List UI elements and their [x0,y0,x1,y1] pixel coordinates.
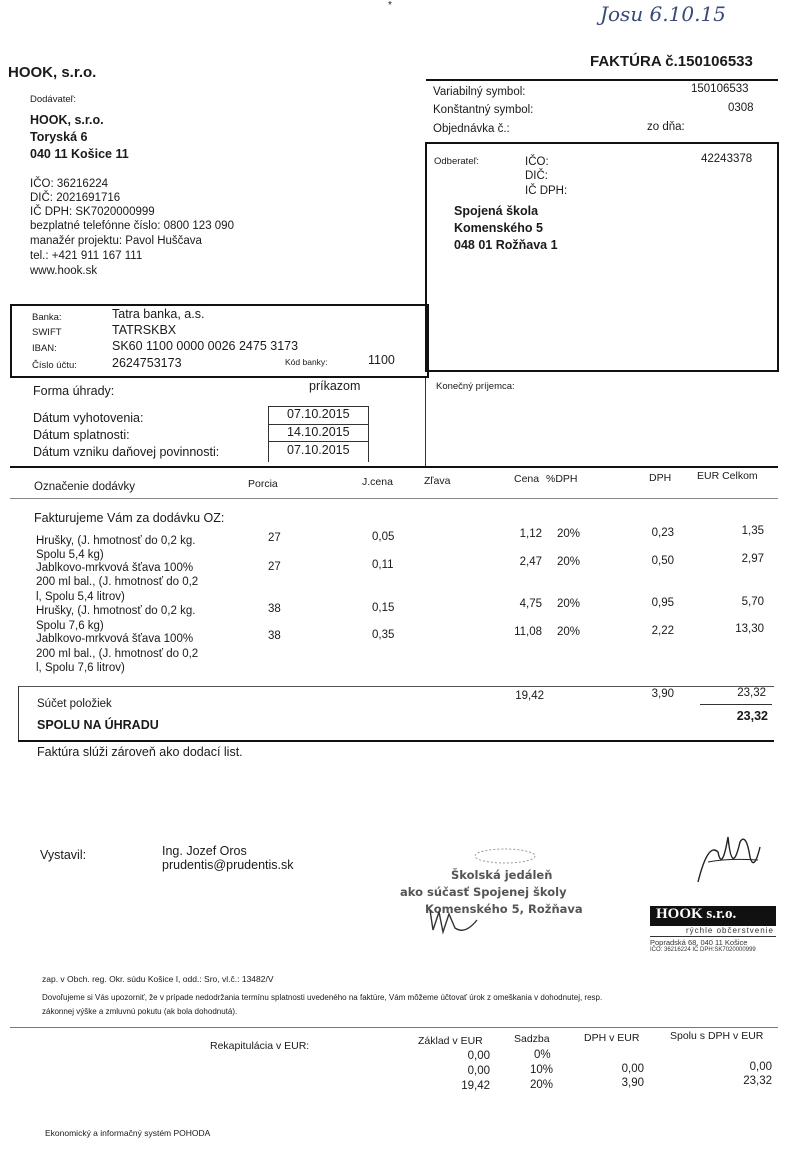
item-desc-line: 200 ml bal., (J. hmotnosť do 0,2 [36,576,199,588]
header-rule [426,79,778,81]
customer-ico-label: IČO: [525,156,549,168]
date-box-left [268,406,269,462]
customer-name: Spojená škola [454,204,539,218]
hook-address: Popradská 68, 040 11 Košice [650,938,748,947]
item-desc-line: l, Spolu 7,6 litrov) [36,662,125,674]
item-unit-price: 0,05 [372,531,395,543]
payment-form-label: Forma úhrady: [33,384,115,398]
table-top-rule [10,466,778,468]
item-price: 2,47 [519,556,542,568]
variable-symbol-label: Variabilný symbol: [433,86,526,98]
item-qty: 38 [268,603,281,615]
recap-vat: 3,90 [621,1077,644,1089]
item-price: 1,12 [519,528,542,540]
handwritten-note: Josu 6.10.15 [600,2,726,26]
recap-header-vat: DPH v EUR [584,1032,640,1044]
recap-header-total: Spolu s DPH v EUR [670,1030,764,1042]
item-unit-price: 0,35 [372,629,395,641]
stamp-line: ako súčasť Spojenej školy [400,885,567,899]
order-date-label: zo dňa: [647,121,685,133]
sum-price: 19,42 [515,690,544,702]
constant-symbol-label: Konštantný symbol: [433,104,534,116]
iban-value: SK60 1100 0000 0026 2475 3173 [112,339,299,353]
final-recipient-label: Konečný príjemca: [436,381,515,392]
item-price: 11,08 [514,626,542,638]
col-vatpct-header: %DPH [546,473,578,485]
supplier-manager: manažér projektu: Pavol Huščava [30,235,202,247]
hook-logo-text: HOOK s.r.o. [656,906,737,922]
sum-total-rule [700,704,772,705]
issuer-email: prudentis@prudentis.sk [162,858,294,872]
footer-rule [10,1027,778,1028]
bank-value: Tatra banka, a.s. [112,307,205,321]
item-desc-line: Jablkovo-mrkvová šťava 100% [36,562,194,574]
summary-top-rule [18,686,774,687]
item-vat-pct: 20% [557,626,581,638]
company-name-header: HOOK, s.r.o. [8,64,97,81]
supplier-icdph: IČ DPH: SK7020000999 [30,206,155,218]
item-qty: 38 [268,630,281,642]
items-intro: Fakturujeme Vám za dodávku OZ: [34,511,225,525]
col-vat-header: DPH [649,472,672,484]
sum-label: Súčet položiek [37,698,112,710]
scan-mark: * [388,0,392,11]
stamp-line: Komenského 5, Rožňava [425,902,583,916]
invoice-title: FAKTÚRA č.150106533 [590,53,753,70]
hook-ids: IČO: 36216224 IČ DPH:SK7020000999 [650,947,756,953]
issuer-name: Ing. Jozef Oros [162,844,247,858]
item-total: 13,30 [735,623,764,635]
item-qty: 27 [268,561,281,573]
recap-vat: 0,00 [621,1063,644,1075]
recap-rate: 10% [530,1064,554,1076]
item-vat-pct: 20% [557,528,581,540]
stamp-line: Školská jedáleň [451,868,553,882]
bank-code-value: 1100 [368,353,395,367]
signature-school-icon [425,900,485,940]
supplier-web: www.hook.sk [30,265,98,277]
payment-notice-line1: Dovoľujeme si Vás upozorniť, že v prípade nedodržania termínu splatnosti uvedeného na faktúre, Vám môžeme účtovať úrok z omeškania v dohodnutej, resp. [42,993,603,1002]
account-value: 2624753173 [112,356,182,370]
swift-label: SWIFT [32,327,62,338]
item-qty: 27 [268,532,281,544]
sum-total: 23,32 [737,687,766,699]
variable-symbol-value: 150106533 [691,83,749,95]
col-total-header: EUR Celkom [697,470,758,482]
swift-value: TATRSKBX [112,323,177,337]
customer-dic-label: DIČ: [525,170,548,182]
date-box-right [368,406,369,462]
item-unit-price: 0,15 [372,602,395,614]
issuer-label: Vystavil: [40,848,87,862]
item-vat-pct: 20% [557,598,581,610]
delivery-note: Faktúra slúži zároveň ako dodací list. [37,745,243,759]
item-vat: 0,23 [651,527,674,539]
item-desc-line: Spolu 5,4 kg) [36,549,104,561]
recap-base: 0,00 [467,1065,490,1077]
due-date-label: Dátum splatnosti: [33,428,130,442]
sum-vat: 3,90 [651,688,674,700]
order-label: Objednávka č.: [433,123,510,135]
bank-label: Banka: [32,312,62,323]
system-note: Ekonomický a informačný systém POHODA [45,1128,211,1138]
customer-city: 048 01 Rožňava 1 [454,238,558,252]
recap-label: Rekapitulácia v EUR: [210,1040,310,1052]
payment-form-value: príkazom [309,379,361,393]
supplier-city: 040 11 Košice 11 [30,147,129,161]
summary-bottom-rule [18,740,774,742]
tax-date-value: 07.10.2015 [287,443,350,457]
col-price-header: Cena [514,473,540,485]
item-desc-line: 200 ml bal., (J. hmotnosť do 0,2 [36,648,199,660]
customer-ico-value: 42243378 [701,153,753,165]
issue-date-value: 07.10.2015 [287,407,350,421]
item-vat: 2,22 [651,625,674,637]
col-desc-header: Označenie dodávky [34,481,136,493]
supplier-street: Toryská 6 [30,130,88,144]
item-desc-line: Spolu 7,6 kg) [36,620,104,632]
pay-total-value: 23,32 [736,709,768,723]
item-desc-line: Jablkovo-mrkvová šťava 100% [36,633,194,645]
customer-box [425,142,779,372]
item-vat: 0,95 [651,597,674,609]
recap-total: 23,32 [743,1075,772,1087]
supplier-name: HOOK, s.r.o. [30,113,104,127]
payment-notice-line2: zákonnej výške a zmluvnú pokutu (ak bola dohodnutá). [42,1007,238,1016]
recap-rate: 20% [530,1079,554,1091]
supplier-label: Dodávateľ: [30,94,77,105]
item-desc-line: Hrušky, (J. hmotnosť do 0,2 kg. [36,605,196,617]
supplier-tel: tel.: +421 911 167 111 [30,250,143,262]
header-bottom-rule [10,498,778,499]
item-vat-pct: 20% [557,556,581,568]
customer-street: Komenského 5 [454,221,543,235]
recipient-divider [425,378,426,466]
col-discount-header: Zľava [424,475,451,487]
summary-left-rule [18,686,19,742]
item-unit-price: 0,11 [372,559,394,571]
recap-base: 19,42 [461,1080,490,1092]
item-price: 4,75 [519,598,542,610]
recap-header-base: Základ v EUR [418,1035,483,1047]
recap-base: 0,00 [467,1050,490,1062]
supplier-dic: DIČ: 2021691716 [30,192,121,204]
iban-label: IBAN: [32,343,57,354]
customer-label: Odberateľ: [434,156,480,167]
item-total: 1,35 [741,525,764,537]
customer-icdph-label: IČ DPH: [525,185,568,197]
pay-total-label: SPOLU NA ÚHRADU [37,718,159,732]
recap-total: 0,00 [749,1061,772,1073]
hook-stamp-rule [650,936,776,937]
item-desc-line: Hrušky, (J. hmotnosť do 0,2 kg. [36,535,196,547]
supplier-ico: IČO: 36216224 [30,178,109,190]
signature-hook-icon [688,822,768,892]
hook-tagline: rýchle občerstvenie [686,926,774,935]
item-total: 2,97 [741,553,764,565]
item-total: 5,70 [741,596,764,608]
date-box-mid2 [268,441,368,442]
stamp-emblem-icon [470,846,540,866]
account-label: Číslo účtu: [32,360,77,371]
supplier-phone: bezplatné telefónne číslo: 0800 123 090 [30,220,234,232]
col-unit-header: J.cena [362,476,393,488]
item-vat: 0,50 [651,555,674,567]
constant-symbol-value: 0308 [728,102,754,114]
item-desc-line: l, Spolu 5,4 litrov) [36,591,125,603]
bank-code-label: Kód banky: [285,357,328,367]
registry-note: zap. v Obch. reg. Okr. súdu Košice I, odd.: Sro, vl.č.: 13482/V [42,974,274,984]
recap-header-rate: Sadzba [514,1033,550,1045]
recap-rate: 0% [534,1049,551,1061]
due-date-value: 14.10.2015 [287,425,350,439]
col-qty-header: Porcia [248,478,278,490]
issue-date-label: Dátum vyhotovenia: [33,411,144,425]
tax-date-label: Dátum vzniku daňovej povinnosti: [33,445,220,459]
